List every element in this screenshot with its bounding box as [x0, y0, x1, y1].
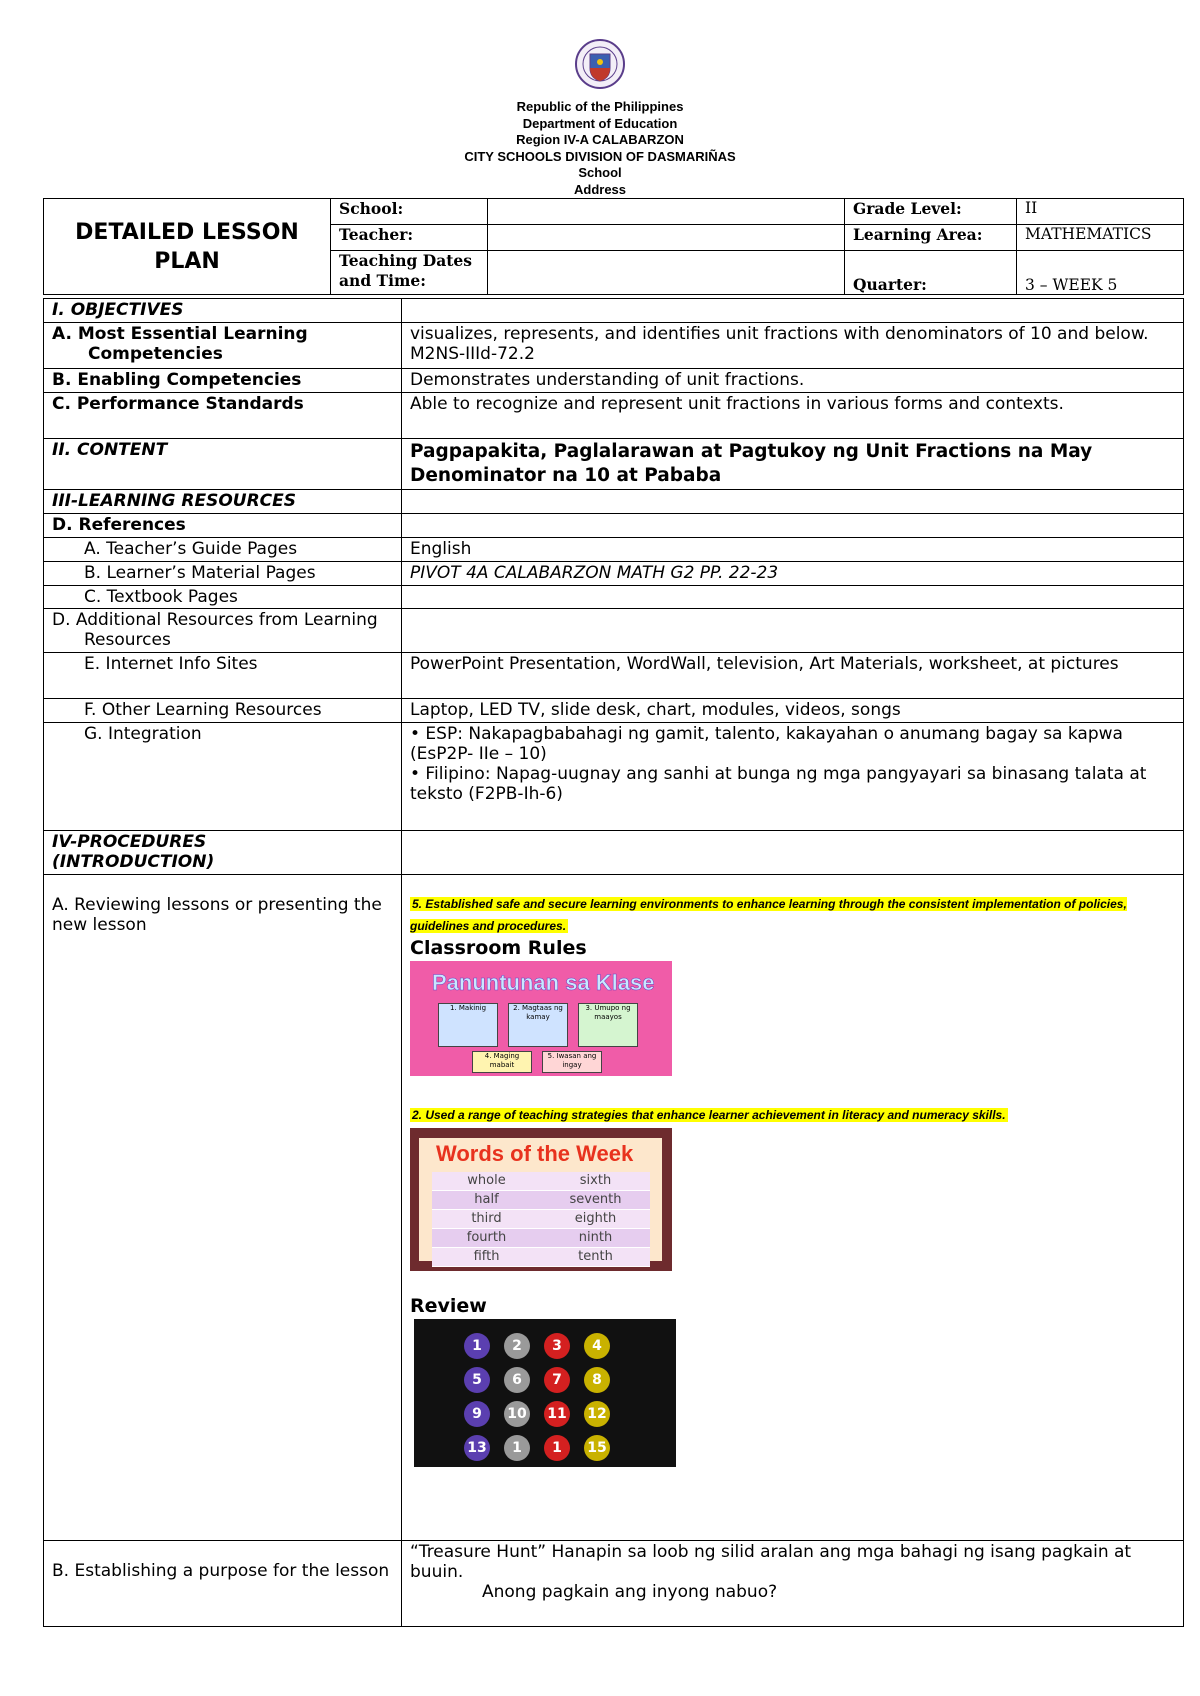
internet-sites-value: PowerPoint Presentation, WordWall, television, Art Materials, worksheet, at pictures: [402, 653, 1184, 699]
rule-card: 2. Magtaas ng kamay: [508, 1003, 568, 1047]
reviewing-lesson-label: A. Reviewing lessons or presenting the new lesson: [44, 875, 402, 1541]
other-resources-value: Laptop, LED TV, slide desk, chart, modules, videos, songs: [402, 699, 1184, 723]
learning-area-label: Learning Area:: [845, 225, 1017, 251]
purpose-content: [402, 1541, 1184, 1627]
review-number-ball: 2: [504, 1333, 530, 1359]
teaching-dates-value: [488, 251, 845, 295]
classroom-rules-image: [410, 961, 672, 1076]
grade-level-value: II: [1017, 199, 1184, 225]
lesson-body-table: [43, 298, 1184, 1627]
quarter-label: Quarter:: [845, 251, 1017, 295]
school-label: School:: [331, 199, 488, 225]
review-number-ball: 6: [504, 1367, 530, 1393]
review-number-ball: 7: [544, 1367, 570, 1393]
objectives-heading: I. OBJECTIVES: [44, 299, 402, 323]
ppst-indicator-2: 2. Used a range of teaching strategies that enhance learner achievement in literacy and numeracy skills.: [412, 1108, 1006, 1122]
word-item: ninth: [578, 1230, 613, 1245]
performance-standards-label: C. Performance Standards: [44, 393, 402, 439]
review-title: Review: [410, 1295, 487, 1317]
learners-material-label: B. Learner’s Material Pages: [44, 562, 402, 586]
header-region: Region IV-A CALABARZON: [516, 132, 684, 147]
header-school: School: [578, 165, 622, 180]
integration-filipino: • Filipino: Napag-uugnay ang sanhi at bunga ng mga pangyayari sa binasang talata at teksto (F2PB-Ih-6): [410, 764, 1147, 804]
header-division: CITY SCHOOLS DIVISION OF DASMARIÑAS: [464, 148, 736, 164]
review-number-ball: 1: [504, 1435, 530, 1461]
content-heading: II. CONTENT: [44, 439, 402, 490]
other-resources-label: F. Other Learning Resources: [44, 699, 402, 723]
textbook-pages-value: [402, 586, 1184, 609]
enabling-competencies-label: B. Enabling Competencies: [44, 369, 402, 393]
header-address: Address: [573, 181, 627, 197]
review-number-ball: 5: [464, 1367, 490, 1393]
learners-material-value: PIVOT 4A CALABARZON MATH G2 PP. 22-23: [402, 562, 1184, 586]
internet-sites-label: E. Internet Info Sites: [44, 653, 402, 699]
agency-header: [0, 99, 1200, 198]
purpose-label: B. Establishing a purpose for the lesson: [44, 1541, 402, 1627]
words-of-week-image: [410, 1128, 672, 1271]
rules-image-title: Panuntunan sa Klase: [432, 970, 655, 995]
review-number-ball: 8: [584, 1367, 610, 1393]
review-number-ball: 3: [544, 1333, 570, 1359]
references-label: D. References: [44, 514, 402, 538]
word-item: seventh: [569, 1192, 622, 1207]
teachers-guide-label: A. Teacher’s Guide Pages: [44, 538, 402, 562]
words-grid: [432, 1172, 650, 1267]
word-item: tenth: [578, 1249, 613, 1264]
teacher-value: [488, 225, 845, 251]
word-item: sixth: [579, 1173, 612, 1188]
review-number-ball: 10: [504, 1401, 530, 1427]
integration-esp: • ESP: Nakapagbabahagi ng gamit, talento, kakayahan o anumang bagay sa kapwa (EsP2P- IIe – 10): [410, 724, 1123, 764]
melc-value: visualizes, represents, and identifies unit fractions with denominators of 10 and below. M2NS-IIId-72.2: [402, 323, 1184, 369]
textbook-pages-label: C. Textbook Pages: [44, 586, 402, 609]
review-number-ball: 4: [584, 1333, 610, 1359]
rule-card: 4. Maging mabait: [472, 1051, 532, 1073]
review-number-ball: 11: [544, 1401, 570, 1427]
melc-label: A. Most Essential Learning Competencies: [44, 323, 402, 369]
purpose-question: Anong pagkain ang inyong nabuo?: [482, 1582, 778, 1602]
deped-seal-logo: [574, 38, 626, 94]
additional-resources-value: [402, 609, 1184, 653]
procedures-heading: IV-PROCEDURES (INTRODUCTION): [44, 831, 402, 875]
word-item: third: [471, 1211, 502, 1226]
rule-card: 3. Umupo ng maayos: [578, 1003, 638, 1047]
review-number-ball: 15: [584, 1435, 610, 1461]
review-game-image: [414, 1319, 676, 1467]
review-number-ball: 12: [584, 1401, 610, 1427]
reviewing-lesson-content: [402, 875, 1184, 1541]
classroom-rules-title: Classroom Rules: [410, 937, 587, 959]
review-number-ball: 9: [464, 1401, 490, 1427]
learning-resources-heading: III-LEARNING RESOURCES: [44, 490, 402, 514]
lesson-info-table: [43, 198, 1184, 295]
word-item: eighth: [574, 1211, 617, 1226]
header-department: Department of Education: [522, 115, 678, 131]
rule-card: 1. Makinig: [438, 1003, 498, 1047]
review-number-ball: 1: [544, 1435, 570, 1461]
integration-label: G. Integration: [44, 723, 402, 831]
content-value: Pagpapakita, Paglalarawan at Pagtukoy ng Unit Fractions na May Denominator na 10 at Pababa: [402, 439, 1184, 490]
header-republic: Republic of the Philippines: [516, 99, 684, 114]
treasure-hunt-text: “Treasure Hunt” Hanapin sa loob ng silid aralan ang mga bahagi ng isang pagkain at buuin.: [410, 1542, 1132, 1582]
grade-level-label: Grade Level:: [845, 199, 1017, 225]
word-item: half: [474, 1192, 499, 1207]
words-of-week-title: Words of the Week: [436, 1141, 634, 1166]
word-item: fourth: [466, 1230, 507, 1245]
review-number-ball: 1: [464, 1333, 490, 1359]
additional-resources-label: D. Additional Resources from Learning Resources: [44, 609, 402, 653]
integration-value: [402, 723, 1184, 831]
word-item: fifth: [473, 1249, 500, 1264]
school-value: [488, 199, 845, 225]
teacher-label: Teacher:: [331, 225, 488, 251]
teaching-dates-label: Teaching Dates and Time:: [331, 251, 488, 295]
lesson-plan-title: DETAILED LESSON PLAN: [44, 199, 331, 295]
word-item: whole: [467, 1173, 506, 1188]
rule-card: 5. Iwasan ang ingay: [542, 1051, 602, 1073]
performance-standards-value: Able to recognize and represent unit fractions in various forms and contexts.: [402, 393, 1184, 439]
enabling-competencies-value: Demonstrates understanding of unit fractions.: [402, 369, 1184, 393]
review-number-ball: 13: [464, 1435, 490, 1461]
ppst-indicator-5: 5. Established safe and secure learning environments to enhance learning through the consistent implementation of policies, guidelines and procedures.: [410, 897, 1127, 933]
teachers-guide-value: English: [402, 538, 1184, 562]
quarter-value: 3 – WEEK 5: [1017, 251, 1184, 295]
learning-area-value: MATHEMATICS: [1017, 225, 1184, 251]
